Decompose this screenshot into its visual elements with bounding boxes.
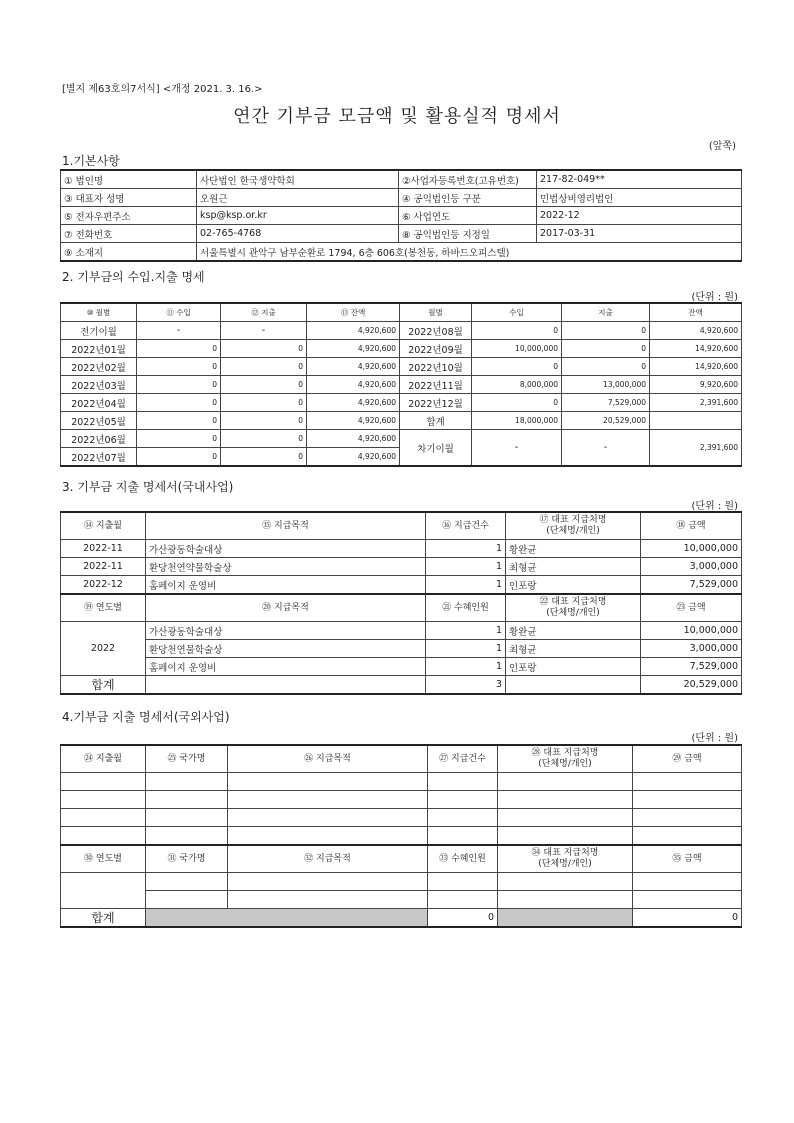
document-title: 연간 기부금 모금액 및 활용실적 명세서 <box>233 106 561 127</box>
income-out: 0 <box>562 358 650 376</box>
income-in: 0 <box>137 448 221 467</box>
domestic-amount: 3,000,000 <box>641 640 742 658</box>
address-value: 서울특별시 관악구 남부순환로 1794, 6층 606호(봉천동, 하바드오피스텔) <box>197 243 742 262</box>
income-header: ⑪ 수입 <box>137 303 221 322</box>
foreign-cell <box>633 809 742 827</box>
domestic-payee: 최형균 <box>506 640 641 658</box>
domestic-month: 2022-11 <box>61 558 146 576</box>
domestic-count: 1 <box>426 576 506 595</box>
income-balance: 4,920,600 <box>307 340 400 358</box>
income-row <box>61 358 742 376</box>
domestic-year: 2022 <box>61 622 146 676</box>
income-out: 0 <box>221 376 307 394</box>
income-month: 2022년04월 <box>61 394 137 412</box>
foreign-cell <box>228 827 428 846</box>
basic-label: ④ 공익법인등 구분 <box>399 189 537 207</box>
income-in: 0 <box>472 322 562 340</box>
income-row <box>61 376 742 394</box>
income-out: - <box>221 322 307 340</box>
income-balance: 4,920,600 <box>307 376 400 394</box>
basic-value: 2022-12 <box>537 207 742 225</box>
income-in: 0 <box>137 340 221 358</box>
income-month: 2022년07월 <box>61 448 137 467</box>
domestic-total-amount: 20,529,000 <box>641 676 742 695</box>
domestic-count: 1 <box>426 640 506 658</box>
domestic-header: ⑳ 지급목적 <box>146 594 426 622</box>
income-out: 0 <box>221 394 307 412</box>
income-month: 합계 <box>400 412 472 430</box>
domestic-year-row <box>61 658 742 676</box>
income-row <box>61 430 742 448</box>
foreign-cell <box>428 773 498 791</box>
foreign-year <box>61 873 146 909</box>
foreign-cell <box>146 773 228 791</box>
domestic-purpose: 가산광동학술대상 <box>146 622 426 640</box>
basic-label: ⑧ 공익법인등 지정일 <box>399 225 537 243</box>
domestic-amount: 7,529,000 <box>641 658 742 676</box>
domestic-amount: 10,000,000 <box>641 540 742 558</box>
income-header: 수입 <box>472 303 562 322</box>
domestic-header: ㉑ 수혜인원 <box>426 594 506 622</box>
foreign-total-row <box>61 909 742 928</box>
domestic-purpose: 가산광동학술대상 <box>146 540 426 558</box>
foreign-row <box>61 809 742 827</box>
foreign-cell <box>146 873 228 891</box>
foreign-unit: (단위 : 원) <box>691 733 738 744</box>
income-balance: 4,920,600 <box>307 412 400 430</box>
foreign-cell <box>633 773 742 791</box>
foreign-total-gray <box>498 909 633 928</box>
section-foreign-title: 4.기부금 지출 명세서(국외사업) <box>62 710 230 724</box>
income-out: 7,529,000 <box>562 394 650 412</box>
income-balance: 4,920,600 <box>650 322 742 340</box>
basic-value: 02-765-4768 <box>197 225 399 243</box>
foreign-header: ㉚ 연도별 <box>61 845 146 873</box>
income-in: - <box>137 322 221 340</box>
foreign-header: ㉞ 대표 지급처명 (단체명/개인) <box>498 845 633 873</box>
income-out: 0 <box>221 340 307 358</box>
foreign-cell <box>228 809 428 827</box>
foreign-cell <box>633 791 742 809</box>
foreign-table <box>60 744 742 928</box>
income-out: 0 <box>221 358 307 376</box>
foreign-total-amount: 0 <box>633 909 742 928</box>
domestic-purpose: 환당천연약물학술상 <box>146 558 426 576</box>
income-month: 2022년12월 <box>400 394 472 412</box>
income-row <box>61 322 742 340</box>
basic-row <box>61 189 742 207</box>
domestic-amount: 3,000,000 <box>641 558 742 576</box>
foreign-year-row <box>61 873 742 891</box>
income-out: 0 <box>221 412 307 430</box>
income-month: 2022년09월 <box>400 340 472 358</box>
domestic-total-empty <box>506 676 641 695</box>
address-label: ⑨ 소재지 <box>61 243 197 262</box>
foreign-header: ㉖ 지급목적 <box>228 745 428 773</box>
domestic-amount: 10,000,000 <box>641 622 742 640</box>
basic-label: ① 법인명 <box>61 170 197 189</box>
basic-value: 사단법인 한국생약학회 <box>197 170 399 189</box>
foreign-header: ㉘ 대표 지급처명 (단체명/개인) <box>498 745 633 773</box>
carry-label: 차기이월 <box>400 430 472 467</box>
income-month: 2022년10월 <box>400 358 472 376</box>
income-month: 2022년08월 <box>400 322 472 340</box>
foreign-cell <box>146 809 228 827</box>
basic-row <box>61 170 742 189</box>
domestic-payee: 황완균 <box>506 622 641 640</box>
income-balance: 9,920,600 <box>650 376 742 394</box>
income-out: 13,000,000 <box>562 376 650 394</box>
domestic-header: ⑱ 금액 <box>641 512 742 540</box>
basic-value: 오원근 <box>197 189 399 207</box>
income-in: 0 <box>137 394 221 412</box>
income-in: 8,000,000 <box>472 376 562 394</box>
domestic-amount: 7,529,000 <box>641 576 742 595</box>
income-header: 잔액 <box>650 303 742 322</box>
income-in: 18,000,000 <box>472 412 562 430</box>
domestic-total-label: 합계 <box>61 676 146 695</box>
income-month: 2022년03월 <box>61 376 137 394</box>
income-out: 0 <box>562 322 650 340</box>
foreign-cell <box>633 873 742 891</box>
income-in: 0 <box>137 376 221 394</box>
basic-label: ⑤ 전자우편주소 <box>61 207 197 225</box>
foreign-header: ㉜ 지급목적 <box>228 845 428 873</box>
income-balance: 14,920,600 <box>650 340 742 358</box>
basic-label: ⑦ 전화번호 <box>61 225 197 243</box>
domestic-purpose: 홈페이지 운영비 <box>146 658 426 676</box>
income-balance: 4,920,600 <box>307 430 400 448</box>
foreign-cell <box>498 773 633 791</box>
income-row <box>61 394 742 412</box>
domestic-row <box>61 540 742 558</box>
basic-address-row <box>61 243 742 262</box>
domestic-header: ㉒ 대표 지급처명 (단체명/개인) <box>506 594 641 622</box>
carry-in: - <box>472 430 562 467</box>
foreign-cell <box>498 791 633 809</box>
domestic-total-row <box>61 676 742 695</box>
domestic-payee: 최형균 <box>506 558 641 576</box>
foreign-header: ㉟ 금액 <box>633 845 742 873</box>
foreign-header: ㉛ 국가명 <box>146 845 228 873</box>
basic-label: ②사업자등록번호(고유번호) <box>399 170 537 189</box>
income-row <box>61 340 742 358</box>
section-basic-title: 1.기본사항 <box>62 154 120 168</box>
foreign-total-label: 합계 <box>61 909 146 928</box>
domestic-month: 2022-12 <box>61 576 146 595</box>
foreign-cell <box>61 809 146 827</box>
foreign-cell <box>61 791 146 809</box>
domestic-header: ⑮ 지급목적 <box>146 512 426 540</box>
income-balance: 4,920,600 <box>307 358 400 376</box>
income-header: ⑫ 지출 <box>221 303 307 322</box>
carry-balance: 2,391,600 <box>650 430 742 467</box>
foreign-cell <box>498 891 633 909</box>
domestic-payee: 인포랑 <box>506 576 641 595</box>
foreign-header-row <box>61 845 742 873</box>
domestic-header: ⑰ 대표 지급처명 (단체명/개인) <box>506 512 641 540</box>
foreign-row <box>61 773 742 791</box>
domestic-purpose: 홈페이지 운영비 <box>146 576 426 595</box>
foreign-cell <box>428 791 498 809</box>
income-balance: 2,391,600 <box>650 394 742 412</box>
domestic-payee: 인포랑 <box>506 658 641 676</box>
domestic-total-count: 3 <box>426 676 506 695</box>
income-row <box>61 412 742 430</box>
income-header: ⑬ 잔액 <box>307 303 400 322</box>
domestic-header-row <box>61 594 742 622</box>
foreign-cell <box>498 827 633 846</box>
income-balance: 4,920,600 <box>307 448 400 467</box>
domestic-year-row <box>61 640 742 658</box>
income-balance: 4,920,600 <box>307 322 400 340</box>
income-header-row <box>61 303 742 322</box>
basic-label: ⑥ 사업연도 <box>399 207 537 225</box>
basic-value: 217-82-049** <box>537 170 742 189</box>
foreign-cell <box>228 873 428 891</box>
income-in: 0 <box>472 394 562 412</box>
foreign-cell <box>428 809 498 827</box>
income-month: 2022년02월 <box>61 358 137 376</box>
basic-row <box>61 207 742 225</box>
foreign-cell <box>633 827 742 846</box>
basic-row <box>61 225 742 243</box>
income-header: ⑩ 월별 <box>61 303 137 322</box>
income-month: 2022년06월 <box>61 430 137 448</box>
basic-value: ksp@ksp.or.kr <box>197 207 399 225</box>
income-month: 2022년01월 <box>61 340 137 358</box>
foreign-cell <box>633 891 742 909</box>
foreign-header: ㉗ 지급건수 <box>428 745 498 773</box>
income-out: 0 <box>562 340 650 358</box>
domestic-month: 2022-11 <box>61 540 146 558</box>
domestic-count: 1 <box>426 558 506 576</box>
basic-value: 2017-03-31 <box>537 225 742 243</box>
foreign-cell <box>228 791 428 809</box>
foreign-header: ㉙ 금액 <box>633 745 742 773</box>
foreign-cell <box>61 827 146 846</box>
income-month: 2022년05월 <box>61 412 137 430</box>
foreign-header: ㉕ 국가명 <box>146 745 228 773</box>
domestic-header-row <box>61 512 742 540</box>
foreign-cell <box>498 873 633 891</box>
foreign-total-count: 0 <box>428 909 498 928</box>
income-month: 전기이월 <box>61 322 137 340</box>
income-in: 0 <box>137 430 221 448</box>
basic-value: 민법상비영리법인 <box>537 189 742 207</box>
foreign-row <box>61 791 742 809</box>
domestic-header: ⑯ 지급건수 <box>426 512 506 540</box>
domestic-table <box>60 511 742 695</box>
section-income-title: 2. 기부금의 수입.지출 명세 <box>62 270 205 284</box>
domestic-header: ㉓ 금액 <box>641 594 742 622</box>
domestic-row <box>61 576 742 595</box>
foreign-header-row <box>61 745 742 773</box>
basic-label: ③ 대표자 성명 <box>61 189 197 207</box>
foreign-cell <box>61 773 146 791</box>
income-month: 2022년11월 <box>400 376 472 394</box>
foreign-row <box>61 827 742 846</box>
foreign-cell <box>498 809 633 827</box>
section-domestic-title: 3. 기부금 지출 명세서(국내사업) <box>62 480 234 494</box>
income-in: 0 <box>472 358 562 376</box>
income-in: 0 <box>137 412 221 430</box>
foreign-cell <box>146 891 228 909</box>
domestic-purpose: 환당천연물학술상 <box>146 640 426 658</box>
form-id: [별지 제63호의7서식] <개정 2021. 3. 16.> <box>62 84 263 95</box>
income-balance <box>650 412 742 430</box>
income-balance: 14,920,600 <box>650 358 742 376</box>
domestic-count: 1 <box>426 622 506 640</box>
domestic-count: 1 <box>426 658 506 676</box>
income-balance: 4,920,600 <box>307 394 400 412</box>
foreign-header: ㉔ 지출월 <box>61 745 146 773</box>
foreign-cell <box>428 891 498 909</box>
income-header: 월별 <box>400 303 472 322</box>
income-out: 20,529,000 <box>562 412 650 430</box>
income-table <box>60 302 742 467</box>
domestic-header: ⑲ 연도별 <box>61 594 146 622</box>
income-unit: (단위 : 원) <box>691 292 738 303</box>
foreign-year-row <box>61 891 742 909</box>
page-note: (앞쪽) <box>708 141 736 152</box>
domestic-count: 1 <box>426 540 506 558</box>
domestic-unit: (단위 : 원) <box>691 501 738 512</box>
income-out: 0 <box>221 448 307 467</box>
foreign-header: ㉝ 수혜인원 <box>428 845 498 873</box>
foreign-cell <box>228 773 428 791</box>
income-in: 10,000,000 <box>472 340 562 358</box>
domestic-payee: 황완균 <box>506 540 641 558</box>
domestic-total-empty <box>146 676 426 695</box>
foreign-cell <box>146 827 228 846</box>
foreign-total-gray <box>146 909 428 928</box>
income-header: 지출 <box>562 303 650 322</box>
foreign-cell <box>428 873 498 891</box>
foreign-cell <box>428 827 498 846</box>
income-out: 0 <box>221 430 307 448</box>
foreign-cell <box>146 791 228 809</box>
domestic-year-row <box>61 622 742 640</box>
basic-info-table <box>60 169 742 262</box>
foreign-cell <box>228 891 428 909</box>
domestic-row <box>61 558 742 576</box>
carry-out: - <box>562 430 650 467</box>
income-in: 0 <box>137 358 221 376</box>
domestic-header: ⑭ 지출월 <box>61 512 146 540</box>
